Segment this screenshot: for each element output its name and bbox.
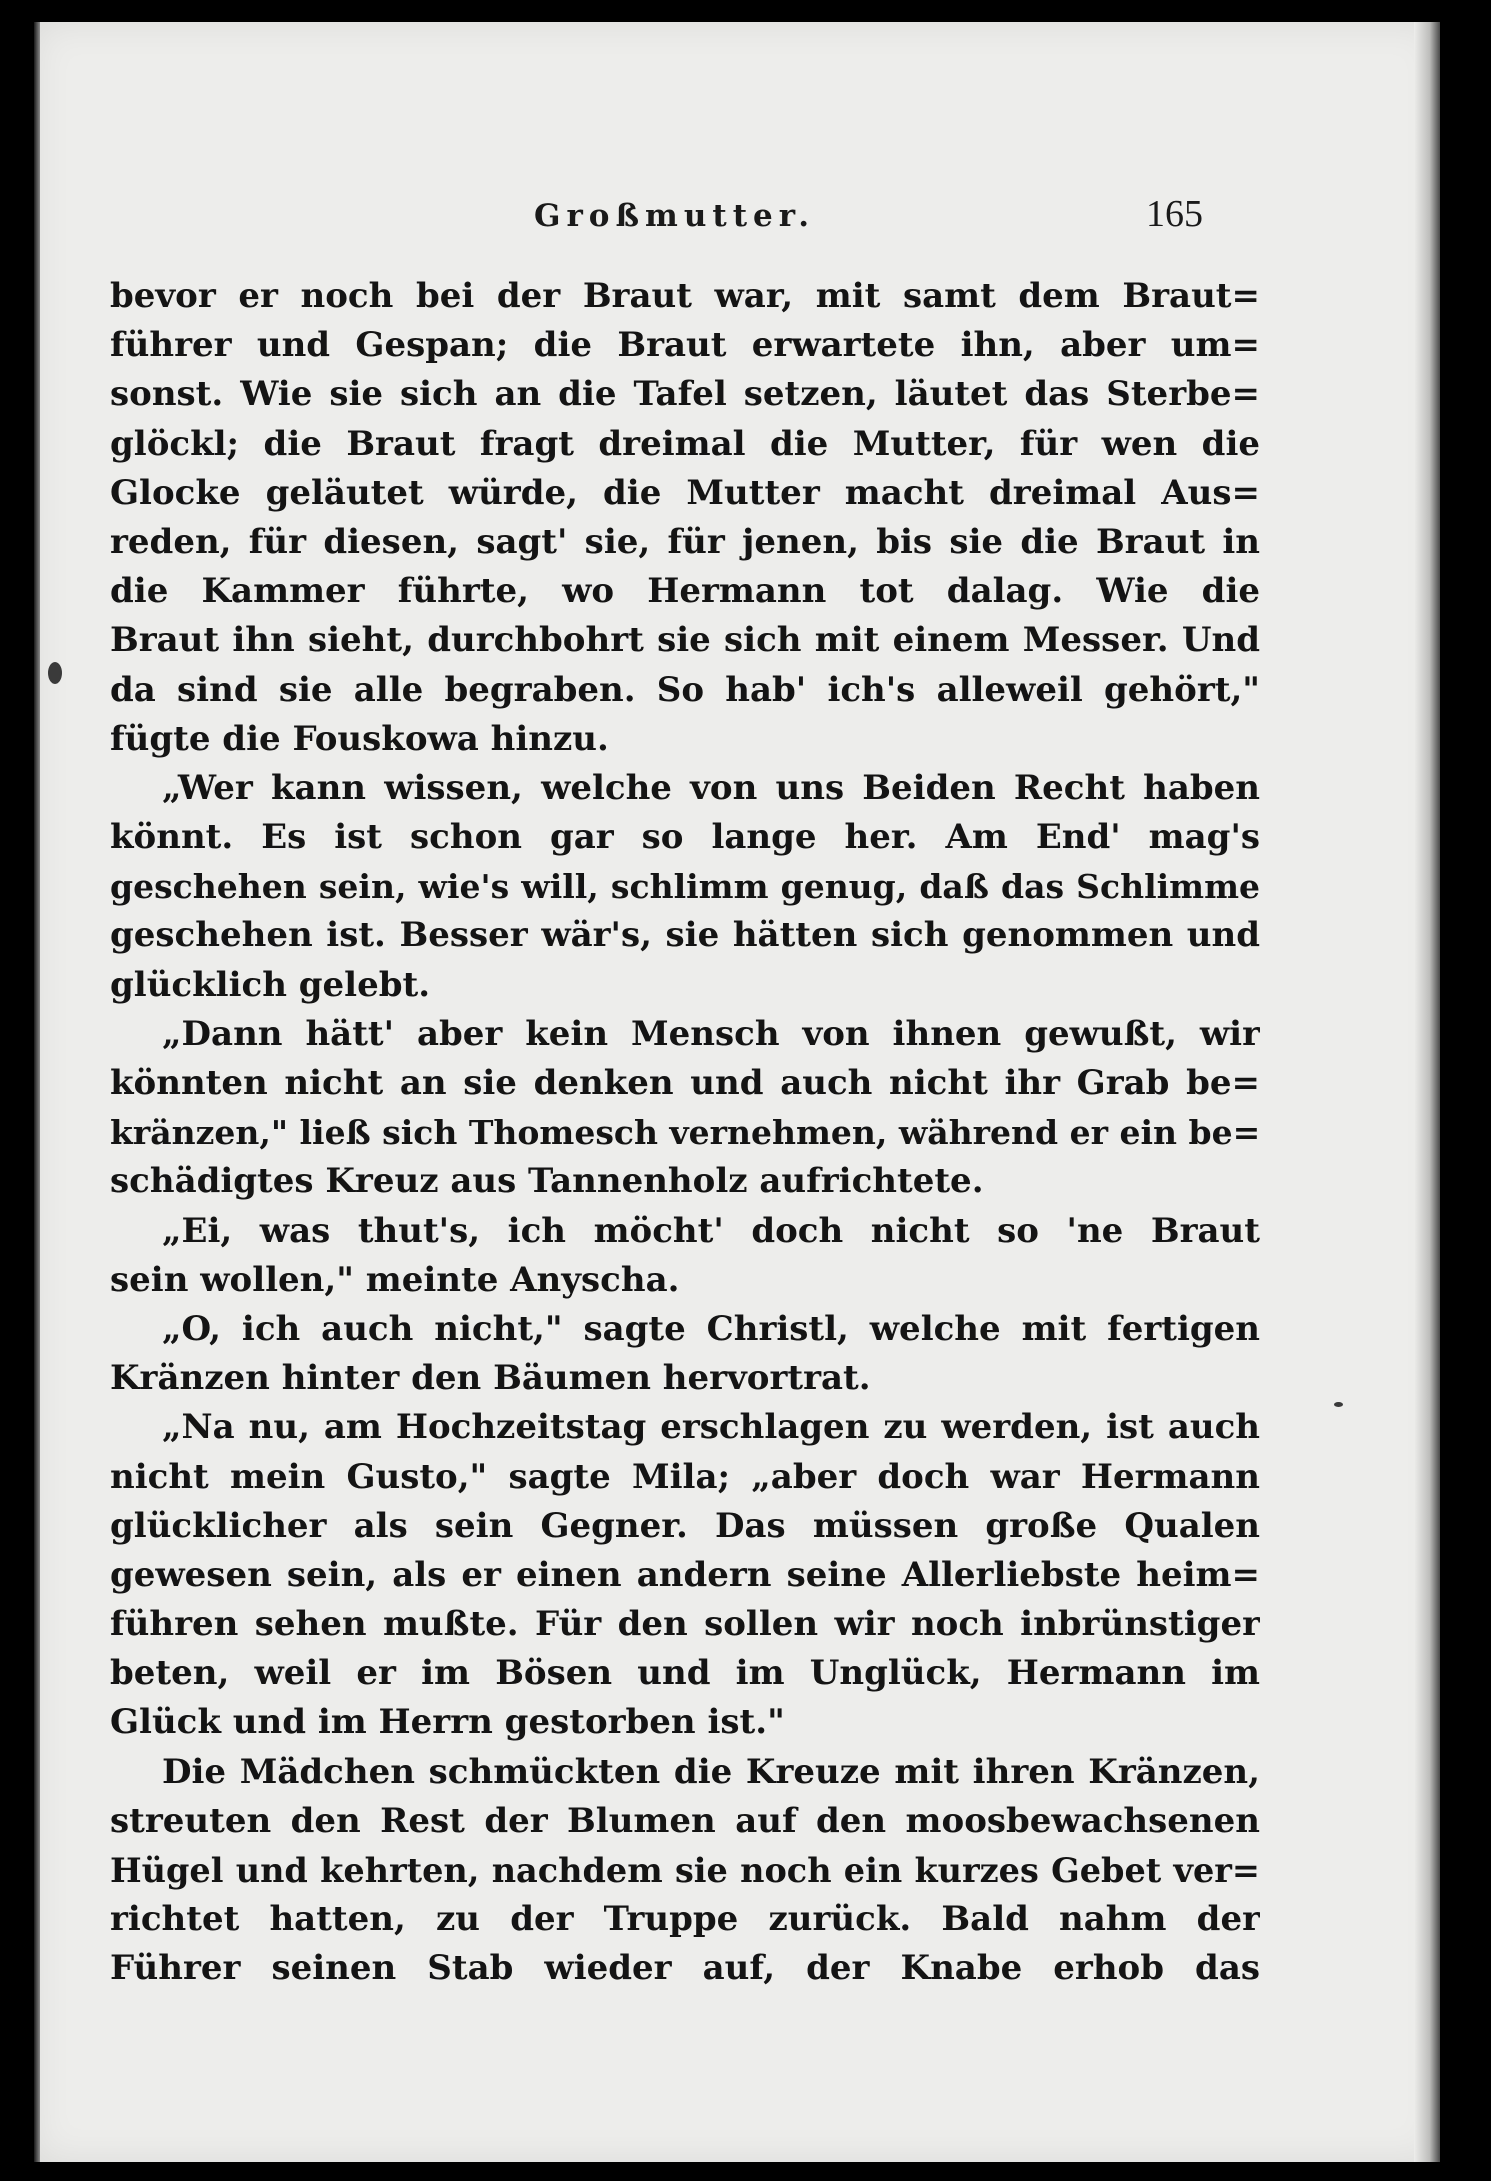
text-line: führer und Gespan; die Braut erwartete ihn, aber um=	[110, 325, 1260, 366]
text-line: streuten den Rest der Blumen auf den moosbewachsenen	[110, 1800, 1260, 1841]
text-line: Glück und im Herrn gestorben ist."	[110, 1702, 785, 1743]
page-right-edge	[1414, 22, 1440, 2162]
text-line: „Na nu, am Hochzeitstag erschlagen zu werden, ist auch	[162, 1407, 1260, 1448]
text-line: Glocke geläutet würde, die Mutter macht dreimal Aus=	[110, 472, 1260, 513]
text-line: fügte die Fouskowa hinzu.	[110, 718, 609, 759]
page-spine-edge	[34, 22, 40, 2162]
text-line: geschehen sein, wie's will, schlimm genug, daß das Schlimme	[110, 867, 1260, 907]
text-line: kränzen," ließ sich Thomesch vernehmen, während er ein be=	[110, 1113, 1260, 1153]
text-line: schädigtes Kreuz aus Tannenholz aufrichtete.	[110, 1161, 984, 1202]
text-line: bevor er noch bei der Braut war, mit samt dem Braut=	[110, 276, 1260, 316]
text-line: Führer seinen Stab wieder auf, der Knabe erhob das	[110, 1948, 1260, 1989]
text-line: „Dann hätt' aber kein Mensch von ihnen gewußt, wir	[162, 1013, 1260, 1054]
text-line: glücklich gelebt.	[110, 964, 431, 1005]
text-line: geschehen ist. Besser wär's, sie hätten sich genommen und	[110, 915, 1260, 956]
running-title: Großmutter.	[534, 198, 816, 234]
book-page	[34, 22, 1440, 2162]
body-text	[110, 272, 1260, 1994]
page-number: 165	[1146, 193, 1203, 235]
text-line: beten, weil er im Bösen und im Unglück, Hermann im	[110, 1653, 1260, 1694]
scan-speck	[1334, 1402, 1343, 1407]
text-line: gewesen sein, als er einen andern seine Allerliebste heim=	[110, 1554, 1260, 1595]
text-line: die Kammer führte, wo Hermann tot dalag. Wie die	[110, 571, 1260, 612]
text-line: sonst. Wie sie sich an die Tafel setzen, läutet das Sterbe=	[110, 374, 1260, 415]
text-line: glöckl; die Braut fragt dreimal die Mutter, für wen die	[110, 423, 1260, 464]
text-line: sein wollen," meinte Anyscha.	[110, 1259, 680, 1300]
text-line: glücklicher als sein Gegner. Das müssen große Qualen	[110, 1505, 1260, 1546]
text-line: „O, ich auch nicht," sagte Christl, welche mit fertigen	[162, 1308, 1260, 1349]
text-line: „Ei, was thut's, ich möcht' doch nicht so 'ne Braut	[162, 1210, 1260, 1251]
text-line: führen sehen mußte. Für den sollen wir noch inbrünstiger	[110, 1604, 1260, 1645]
text-line: „Wer kann wissen, welche von uns Beiden Recht haben	[162, 767, 1260, 808]
text-line: reden, für diesen, sagt' sie, für jenen, bis sie die Braut in	[110, 521, 1260, 562]
text-line: könnten nicht an sie denken und auch nicht ihr Grab be=	[110, 1063, 1260, 1103]
text-line: nicht mein Gusto," sagte Mila; „aber doch war Hermann	[110, 1456, 1260, 1497]
text-line: Kränzen hinter den Bäumen hervortrat.	[110, 1358, 871, 1399]
scan-speck	[48, 662, 62, 684]
page-header	[34, 192, 1440, 242]
text-line: Braut ihn sieht, durchbohrt sie sich mit einem Messer. Und	[110, 620, 1260, 661]
text-line: Die Mädchen schmückten die Kreuze mit ihren Kränzen,	[162, 1751, 1260, 1792]
text-line: Hügel und kehrten, nachdem sie noch ein kurzes Gebet ver=	[110, 1851, 1260, 1890]
text-line: könnt. Es ist schon gar so lange her. Am End' mag's	[110, 817, 1260, 858]
text-line: da sind sie alle begraben. So hab' ich's alleweil gehört,"	[110, 669, 1260, 710]
text-line: richtet hatten, zu der Truppe zurück. Bald nahm der	[110, 1899, 1260, 1940]
